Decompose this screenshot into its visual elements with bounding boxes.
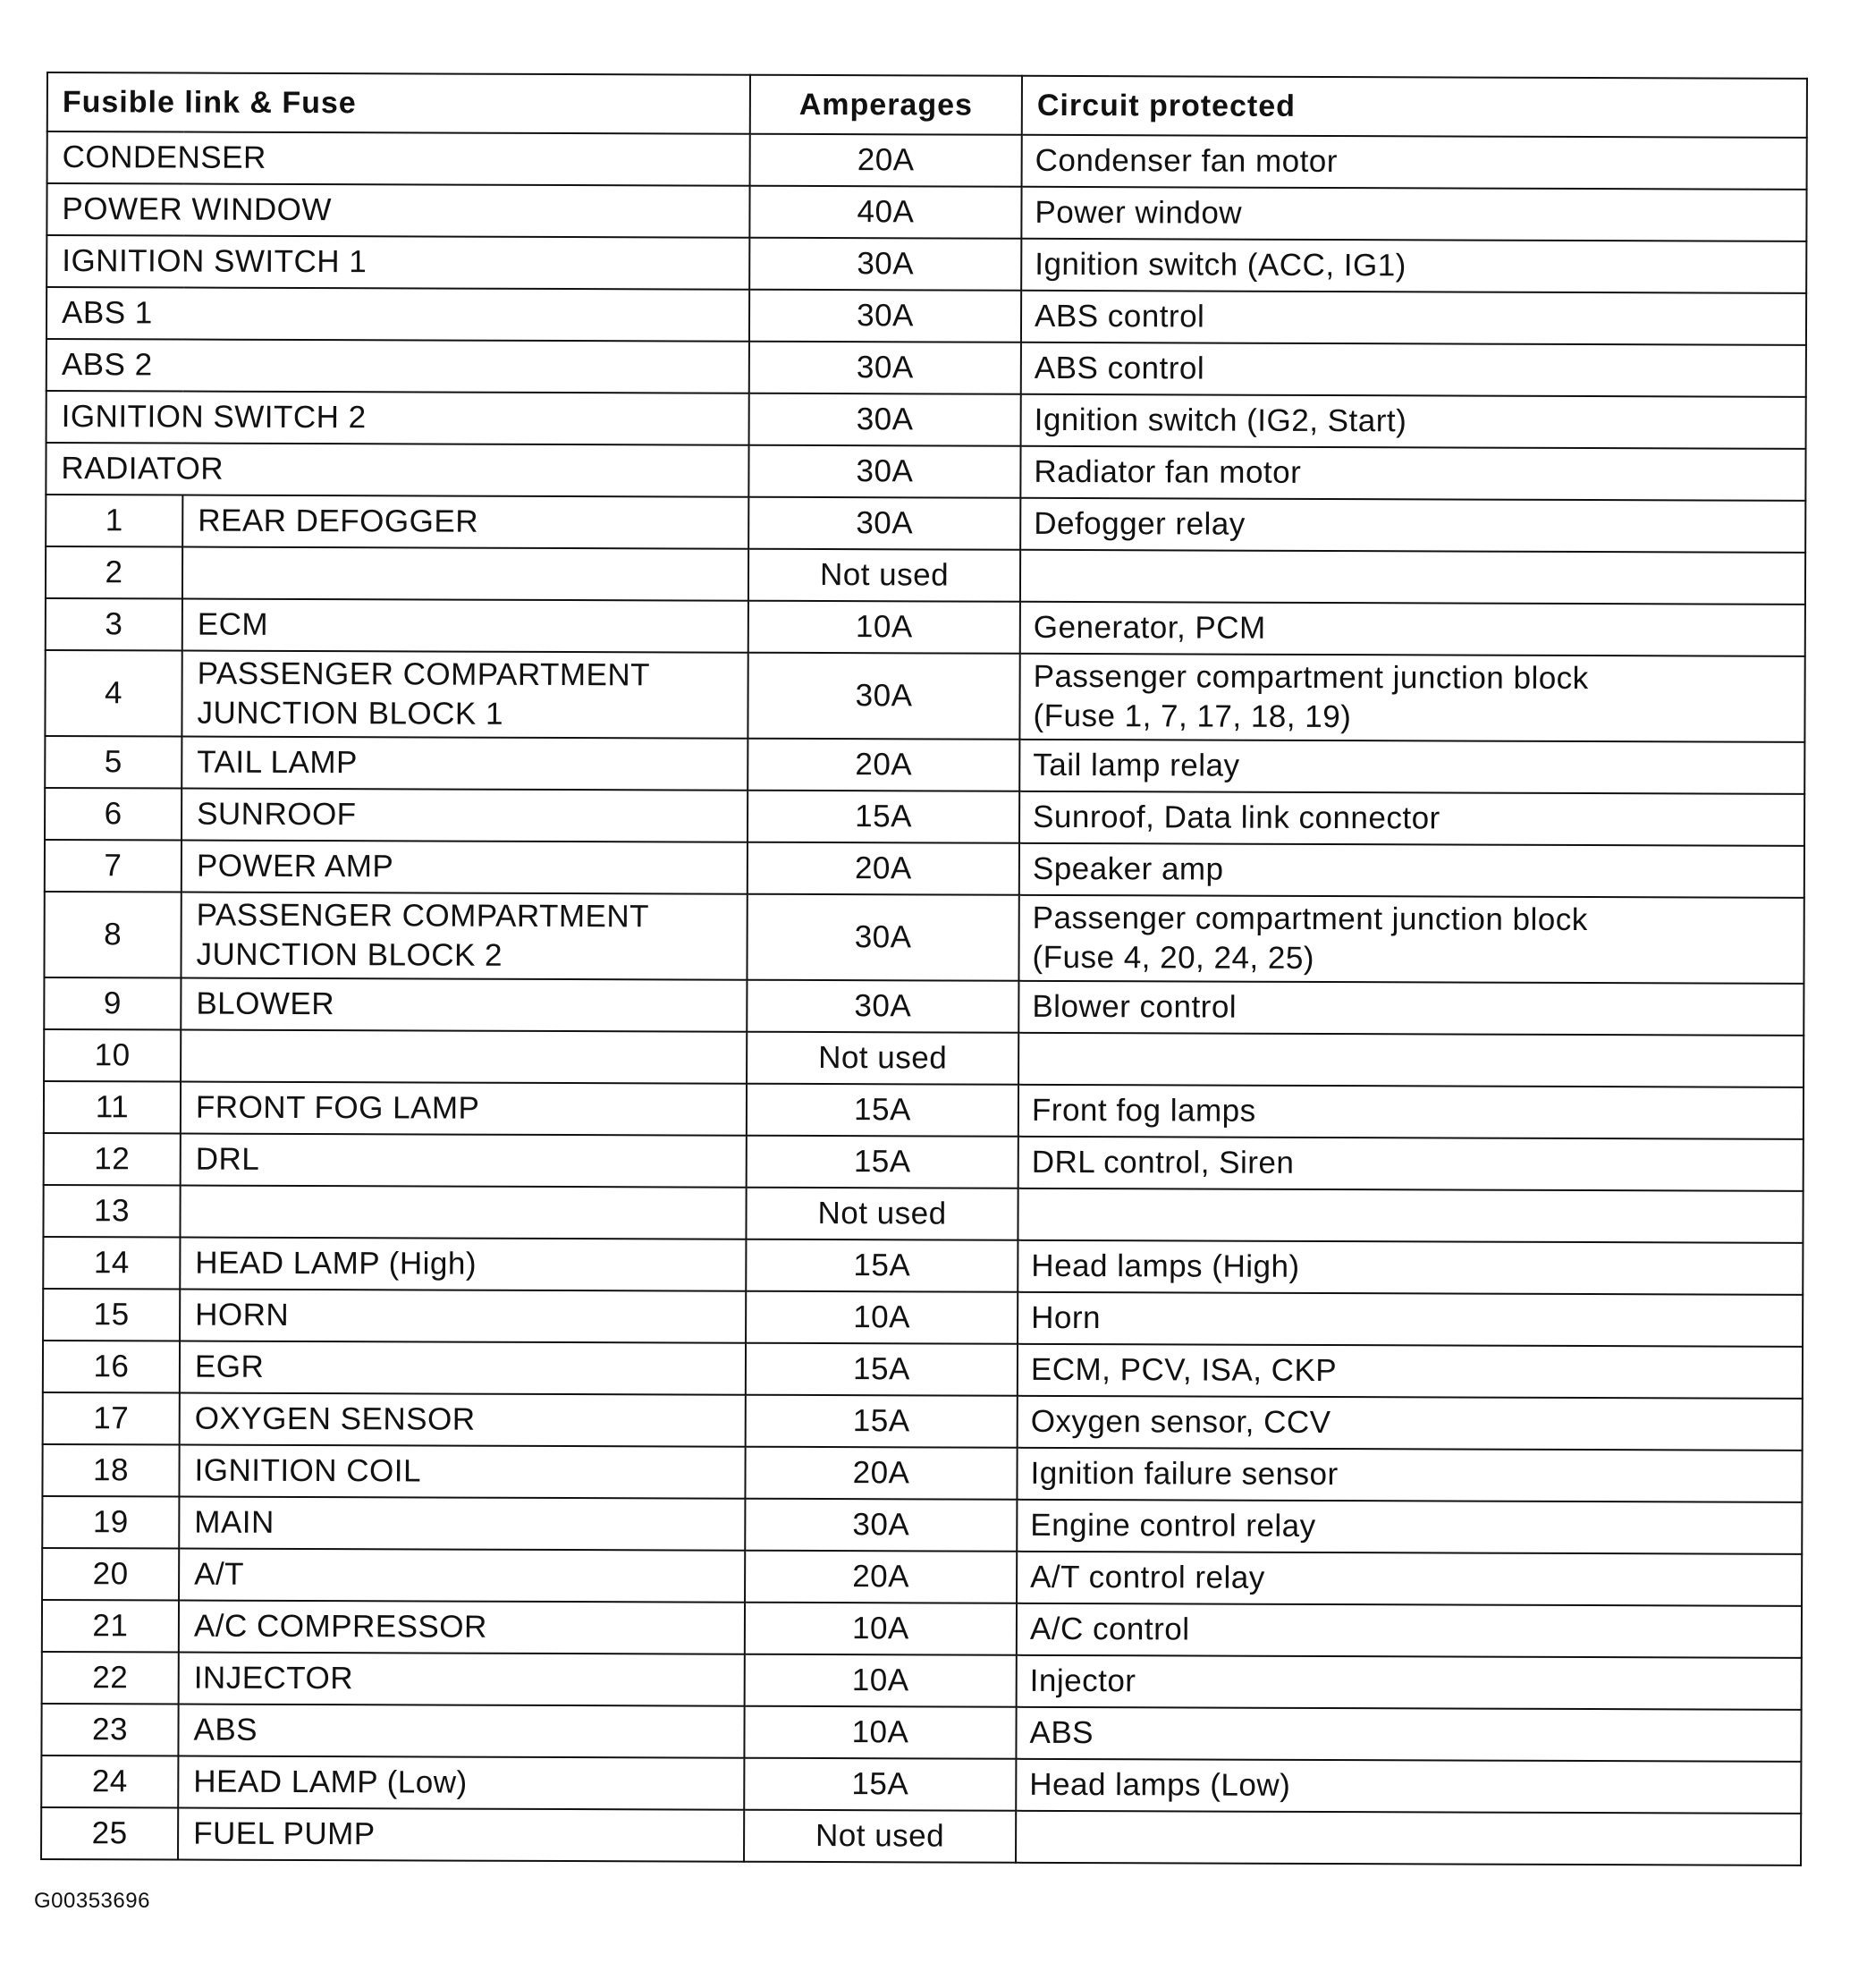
circuit-line: ABS [1029,1714,1094,1751]
fuse-number-cell: 9 [44,977,181,1030]
fuse-name-cell [182,547,748,601]
amperage-cell: Not used [748,549,1020,602]
amperage-cell: 15A [748,791,1019,843]
fuse-name-cell [180,1393,746,1447]
fuse-name-line: REAR DEFOGGER [198,503,479,539]
amperage-cell: 15A [747,1084,1018,1137]
amperage-cell: 20A [745,1447,1017,1500]
fuse-name-cell [180,1238,746,1291]
circuit-cell [1016,1707,1801,1762]
fuse-row [43,1289,1803,1347]
figure-id: G00353696 [34,1889,150,1913]
fuse-name-cell [181,978,747,1032]
circuit-line: Passenger compartment junction block [1032,900,1588,938]
amperage-cell: 20A [750,134,1022,187]
fusible-link-name: IGNITION SWITCH 2 [46,391,749,445]
fuse-row [42,1600,1802,1658]
fuse-row [44,1029,1804,1087]
circuit-line [1034,576,1790,579]
fusible-link-row [46,339,1806,397]
fuse-name-line: EGR [194,1349,265,1384]
fuse-row [44,892,1804,984]
amperage-cell: 30A [748,653,1019,740]
circuit-cell: Power window [1021,187,1806,241]
fuse-name-line: A/T [194,1556,245,1592]
circuit-line: Front fog lamps [1031,1092,1256,1129]
fuse-name-line: JUNCTION BLOCK 1 [197,695,504,732]
fuse-name-line [196,1056,731,1058]
fuse-row [42,1444,1802,1502]
fuse-row [46,598,1805,656]
fusible-link-name: ABS 2 [46,339,749,393]
fuse-name-line: IGNITION COIL [194,1452,422,1489]
fuse-name-cell [178,1808,744,1862]
amperage-cell: 20A [745,1551,1017,1603]
fuse-name-cell [180,1290,746,1343]
fuse-row [45,650,1804,742]
fuse-name-cell [180,1186,746,1239]
circuit-cell [1017,1552,1802,1606]
fuse-name-line: JUNCTION BLOCK 2 [196,936,503,973]
fuse-name-cell [179,1653,745,1706]
circuit-line: Generator, PCM [1033,609,1266,646]
circuit-cell [1016,1811,1801,1865]
circuit-line: Engine control relay [1030,1507,1316,1544]
circuit-line: Sunroof, Data link connector [1033,799,1440,836]
amperage-cell: 15A [746,1239,1018,1292]
circuit-line: Head lamps (High) [1031,1248,1300,1284]
fuse-name-line: PASSENGER COMPARTMENT [197,656,651,693]
fuse-number-cell: 19 [42,1496,179,1549]
header-amperage: Amperages [750,75,1022,135]
circuit-line: Injector [1029,1662,1136,1699]
circuit-cell [1018,1189,1803,1243]
amperage-cell: Not used [747,1032,1018,1085]
amperage-cell: 15A [746,1343,1018,1396]
amperage-cell: 30A [748,445,1020,498]
fuse-name-line: FUEL PUMP [193,1815,376,1852]
amperage-cell: 15A [747,1136,1018,1189]
circuit-cell [1018,981,1804,1036]
circuit-cell [1017,1655,1802,1710]
circuit-cell [1018,1085,1804,1139]
amperage-cell: 10A [744,1706,1016,1759]
circuit-cell: Ignition switch (IG2, Start) [1021,394,1806,449]
fuse-name-cell [182,737,748,791]
fusible-link-name: CONDENSER [47,131,750,186]
circuit-cell [1018,1396,1803,1451]
fuse-row [42,1652,1802,1710]
amperage-cell: 30A [747,894,1018,981]
fuse-number-cell: 15 [43,1289,180,1341]
circuit-line: A/T control relay [1030,1559,1265,1595]
fuse-name-line: PASSENGER COMPARTMENT [196,897,650,935]
circuit-line: Head lamps (Low) [1029,1766,1291,1803]
circuit-cell [1017,1603,1802,1658]
fuse-number-cell: 10 [44,1029,181,1082]
fuse-name-cell [182,495,748,549]
circuit-line: Ignition failure sensor [1030,1455,1339,1493]
fuse-number-cell: 1 [46,495,182,547]
fuse-number-cell: 4 [45,650,182,737]
fuse-number-cell: 11 [44,1081,181,1134]
circuit-line [1029,1837,1786,1840]
fuse-name-line: SUNROOF [197,796,357,833]
amperage-cell: 10A [746,1291,1018,1344]
circuit-cell [1018,1137,1804,1191]
circuit-cell [1018,1292,1803,1347]
fuse-name-cell [181,1134,747,1188]
fusible-link-row [46,443,1805,501]
fuse-number-cell: 23 [41,1704,178,1756]
fuse-row [43,1185,1803,1243]
fuse-number-cell: 16 [43,1341,180,1393]
amperage-cell: 30A [749,238,1021,291]
amperage-cell: 10A [745,1603,1017,1655]
circuit-line: DRL control, Siren [1031,1144,1295,1180]
circuit-line: Defogger relay [1034,505,1246,542]
fuse-name-cell [178,1705,744,1758]
fuse-number-cell: 8 [44,892,181,978]
fuse-name-cell [179,1601,745,1654]
circuit-cell: ABS control [1021,343,1806,397]
circuit-line: A/C control [1029,1611,1190,1647]
circuit-line [1032,1214,1788,1217]
fuse-name-cell [181,1082,747,1136]
fuse-name-cell [181,1030,747,1084]
fuse-number-cell: 14 [43,1237,180,1290]
fuse-name-line: HEAD LAMP (Low) [193,1764,468,1800]
circuit-cell [1019,791,1804,846]
circuit-cell: Radiator fan motor [1020,446,1805,501]
amperage-cell: 20A [748,739,1019,791]
circuit-cell: ABS control [1021,291,1806,345]
circuit-line: (Fuse 1, 7, 17, 18, 19) [1033,698,1352,735]
circuit-cell: Ignition switch (ACC, IG1) [1021,239,1806,293]
fuse-row [42,1496,1802,1554]
fuse-name-cell [182,789,748,842]
fuse-row [45,788,1804,846]
fuse-number-cell: 6 [45,788,182,841]
fuse-name-line: INJECTOR [193,1660,354,1696]
fuse-name-line [198,573,733,575]
circuit-cell [1019,654,1804,742]
header-fuse: Fusible link & Fuse [47,72,750,134]
amperage-cell: Not used [746,1188,1018,1240]
fuse-row [46,546,1805,605]
fusible-link-name: IGNITION SWITCH 1 [46,235,749,290]
fuse-name-line: POWER AMP [196,848,394,884]
fuse-name-line [196,1212,731,1214]
circuit-line [1032,1059,1788,1062]
fusible-link-row [47,131,1807,190]
fuse-name-cell [181,892,747,980]
fuse-row [44,1081,1804,1139]
amperage-cell: 30A [749,290,1021,343]
fuse-number-cell: 7 [45,840,182,892]
fuse-name-line: HORN [195,1297,290,1332]
circuit-cell [1018,1344,1803,1399]
amperage-cell: 15A [744,1758,1016,1811]
fuse-row [41,1755,1801,1814]
amperage-cell: 10A [745,1654,1017,1707]
circuit-line: Passenger compartment junction block [1033,658,1589,697]
header-row [47,72,1807,138]
fuse-row [44,1133,1804,1191]
fuse-name-cell [182,841,748,894]
fuse-number-cell: 12 [44,1133,181,1186]
amperage-cell: 40A [749,186,1021,239]
fuse-name-line: BLOWER [196,986,335,1022]
fusible-link-row [46,183,1806,241]
fusible-link-name: ABS 1 [46,287,749,342]
fusible-link-name: RADIATOR [46,443,748,497]
circuit-line: (Fuse 4, 20, 24, 25) [1032,939,1315,976]
circuit-cell [1017,1500,1802,1554]
circuit-cell [1019,843,1804,898]
fuse-name-cell [180,1341,746,1395]
fuse-number-cell: 3 [46,598,182,651]
fusible-link-row [46,235,1806,293]
fuse-number-cell: 21 [42,1600,179,1653]
fuse-name-line: FRONT FOG LAMP [195,1089,480,1126]
fuse-name-line: DRL [195,1141,260,1177]
circuit-cell: Condenser fan motor [1022,135,1807,190]
circuit-cell [1016,1759,1801,1814]
circuit-line: Oxygen sensor, CCV [1030,1403,1331,1441]
circuit-line: Tail lamp relay [1033,747,1240,783]
fusible-link-row [46,287,1806,345]
amperage-cell: 30A [745,1499,1017,1552]
fuse-number-cell: 2 [46,546,182,599]
fuse-name-cell [178,1756,744,1810]
circuit-cell [1020,602,1805,656]
fuse-number-cell: 13 [43,1185,180,1238]
fuse-name-line: ECM [197,606,269,642]
amperage-cell: 30A [749,342,1021,394]
fuse-number-cell: 20 [42,1548,179,1601]
fuse-name-line: TAIL LAMP [197,744,358,781]
amperage-cell: 30A [747,980,1018,1033]
fuse-row [45,736,1804,794]
fuse-name-line: MAIN [194,1504,275,1540]
fusible-link-row [46,391,1806,449]
fuse-number-cell: 18 [42,1444,179,1497]
fusible-link-name: POWER WINDOW [46,183,749,238]
fuse-name-line: A/C COMPRESSOR [193,1608,487,1645]
circuit-cell [1017,1448,1802,1502]
amperage-cell: Not used [744,1810,1016,1863]
fuse-number-cell: 22 [42,1652,179,1705]
fuse-name-line: HEAD LAMP (High) [195,1245,477,1282]
fuse-row [43,1341,1803,1399]
circuit-line: Blower control [1032,988,1238,1025]
circuit-cell [1018,1033,1804,1087]
fuse-name-line: OXYGEN SENSOR [194,1400,476,1437]
fuse-row [41,1704,1801,1762]
fuse-name-line: ABS [193,1712,258,1747]
amperage-cell: 30A [749,393,1021,446]
fuse-row [43,1237,1803,1295]
fuse-number-cell: 25 [41,1807,178,1860]
amperage-cell: 30A [748,497,1020,550]
fuse-row [43,1392,1803,1451]
circuit-cell [1018,1240,1803,1295]
circuit-cell [1020,550,1805,605]
circuit-cell [1018,895,1804,984]
circuit-line: Horn [1031,1299,1102,1336]
amperage-cell: 15A [746,1395,1018,1448]
fuse-name-cell [179,1549,745,1603]
fuse-number-cell: 17 [43,1392,180,1445]
header-circuit: Circuit protected [1022,76,1807,138]
circuit-cell [1020,498,1805,553]
fuse-name-cell [179,1497,745,1551]
fuse-name-cell [179,1445,745,1499]
fuse-number-cell: 5 [45,736,182,789]
circuit-line: Speaker amp [1032,850,1224,887]
amperage-cell: 10A [748,601,1020,654]
fuse-name-cell [182,651,748,739]
fuse-number-cell: 24 [41,1755,178,1808]
fuse-row [46,495,1805,553]
fuse-table-body [41,131,1807,1865]
fuse-row [45,840,1804,898]
circuit-cell [1019,740,1804,794]
circuit-line: ECM, PCV, ISA, CKP [1030,1351,1338,1389]
fuse-row [44,977,1804,1036]
fuse-table [40,72,1808,1866]
fuse-row [41,1807,1801,1865]
fuse-name-cell [182,599,748,653]
amperage-cell: 20A [748,842,1019,895]
fuse-row [42,1548,1802,1606]
